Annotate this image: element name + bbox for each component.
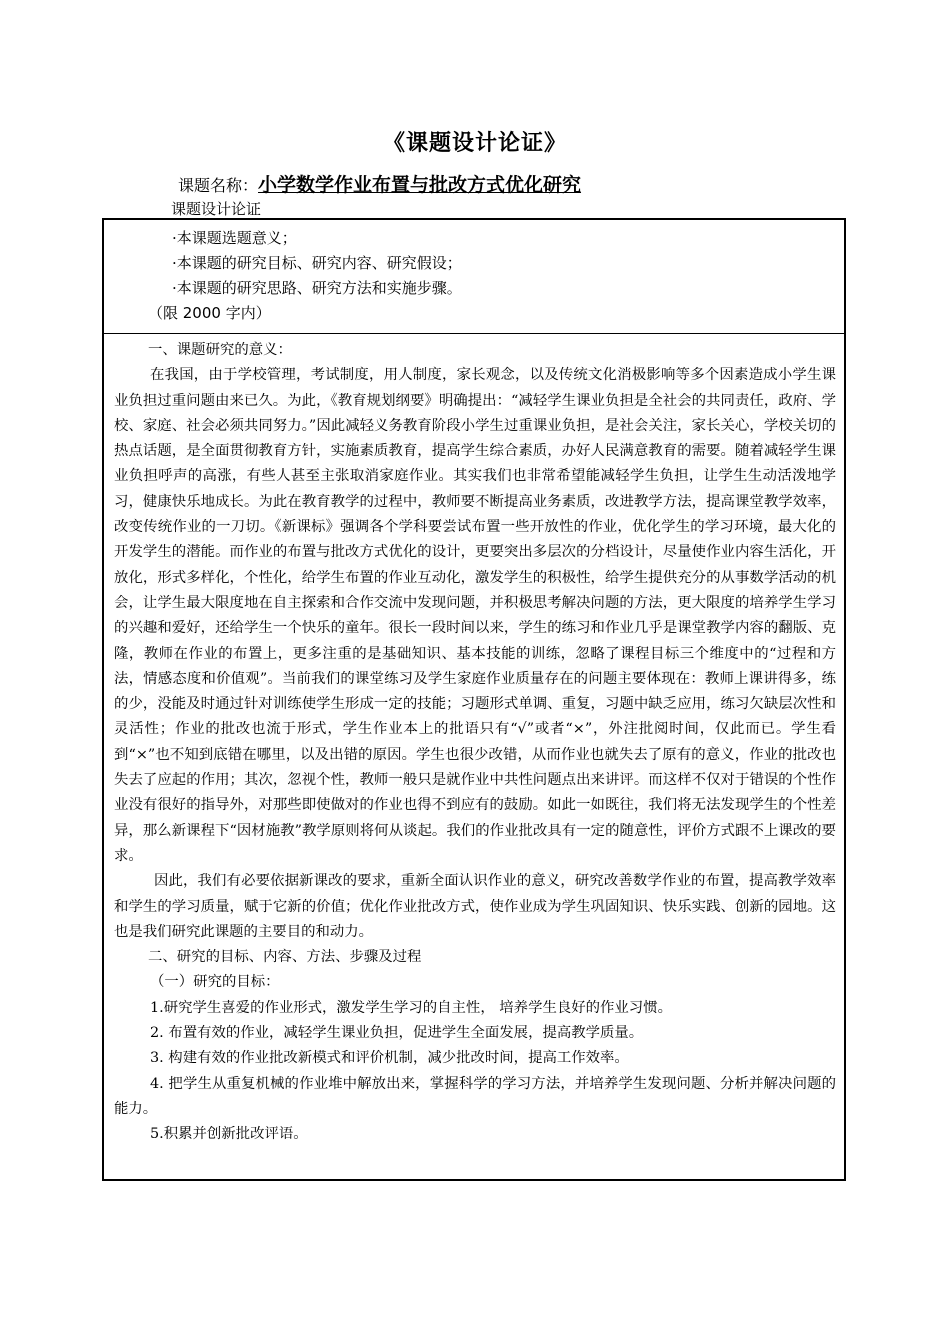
word-limit-note: （限 2000 字内） <box>148 304 271 322</box>
subject-label: 课题名称： <box>178 176 259 195</box>
subject-row <box>178 170 581 197</box>
paragraph: 因此，我们有必要依据新课改的要求，重新全面认识作业的意义，研究改善数学作业的布置，提高教学效率和学生的学习质量，赋于它新的价值；优化作业批改方式，使作业成为学生巩固知识、快乐实践、创新的园地。这也是我们研究此课题的主要目的和动力。 <box>114 873 836 940</box>
requirement-item: ·本课题选题意义； <box>172 229 297 247</box>
goal-item: 1.研究学生喜爱的作业形式，激发学生学习的自主性， 培养学生良好的作业习惯。 <box>150 999 672 1016</box>
requirement-item: ·本课题的研究目标、研究内容、研究假设； <box>172 254 462 272</box>
section-heading: 一、课题研究的意义： <box>148 342 292 358</box>
subject-value: 小学数学作业布置与批改方式优化研究 <box>258 174 582 196</box>
subsection-heading: （一）研究的目标： <box>150 974 280 991</box>
design-table <box>102 218 846 1181</box>
requirements-cell <box>104 220 844 334</box>
goal-item: 2. 布置有效的作业，减轻学生课业负担，促进学生全面发展，提高教学质量。 <box>150 1025 644 1042</box>
goal-item: 5.积累并创新批改评语。 <box>150 1126 308 1143</box>
goal-item: 3. 构建有效的作业批改新模式和评价机制，减少批改时间，提高工作效率。 <box>150 1050 629 1067</box>
goal-item: 4. 把学生从重复机械的作业堆中解放出来，掌握科学的学习方法，并培养学生发现问题、分析并解决问题的能力。 <box>114 1075 836 1117</box>
document-title: 《课题设计论证》 <box>382 131 567 156</box>
paragraph: 在我国，由于学校管理，考试制度，用人制度，家长观念，以及传统文化消极影响等多个因素造成小学生课业负担过重问题由来已久。为此，《教育规划纲要》明确提出：“减轻学生课业负担是全社会的共同责任，政府、学校、家庭、社会必须共同努力。”因此减轻义务教育阶段小学生过重课业负担，是社会关注，家长关心，学校关切的热点话题，是全面贯彻教育方针，实施素质教育，提高学生综合素质，办好人民满意教育的需要。随着减轻学生课业负担呼声的高涨，有些人甚至主张取消家庭作业。其实我们也非常希望能减轻学生负担，让学生生动活泼地学习，健康快乐地成长。为此在教育教学的过程中，教师要不断提高业务素质，改进教学方法，提高课堂教学效率，改变传统作业的一刀切。《新课标》强调各个学科要尝试布置一些开放性的作业，优化学生的学习环境，最大化的开发学生的潜能。而作业的布置与批改方式优化的设计，更要突出多层次的分档设计，尽量使作业内容生活化，开放化，形式多样化，个性化，给学生布置的作业互动化，激发学生的积极性，给学生提供充分的从事数学活动的机会，让学生最大限度地在自主探索和合作交流中发现问题，并积极思考解决问题的方法，更大限度的培养学生学习的兴趣和爱好，还给学生一个快乐的童年。很长一段时间以来，学生的练习和作业几乎是课堂教学内容的翻版、克隆，教师在作业的布置上，更多注重的是基础知识、基本技能的训练，忽略了课程目标三个维度中的“过程和方法，情感态度和价值观”。当前我们的课堂练习及学生家庭作业质量存在的问题主要体现在：教师上课讲得多，练的少，没能及时通过针对训练使学生形成一定的技能；习题形式单调、重复，习题中缺乏应用，练习欠缺层次性和灵活性；作业的批改也流于形式，学生作业本上的批语只有“√”或者“×”，外注批阅时间，仅此而已。学生看到“×”也不知到底错在哪里，以及出错的原因。学生也很少改错，从而作业也就失去了原有的意义，作业的批改也失去了应起的作用；其次，忽视个性，教师一般只是就作业中共性问题点出来讲评。而这样不仅对于错误的个性作业没有很好的指导外，对那些即使做对的作业也得不到应有的鼓励。如此一如既往，我们将无法发现学生的个性差异，那么新课程下“因材施教”教学原则将何从谈起。我们的作业批改具有一定的随意性，评价方式跟不上课改的要求。 <box>114 367 836 864</box>
section-heading: 二、研究的目标、内容、方法、步骤及过程 <box>148 949 422 966</box>
section-caption: 课题设计论证 <box>171 200 262 218</box>
requirement-item: ·本课题的研究思路、研究方法和实施步骤。 <box>172 279 462 297</box>
content-cell <box>104 334 844 1148</box>
